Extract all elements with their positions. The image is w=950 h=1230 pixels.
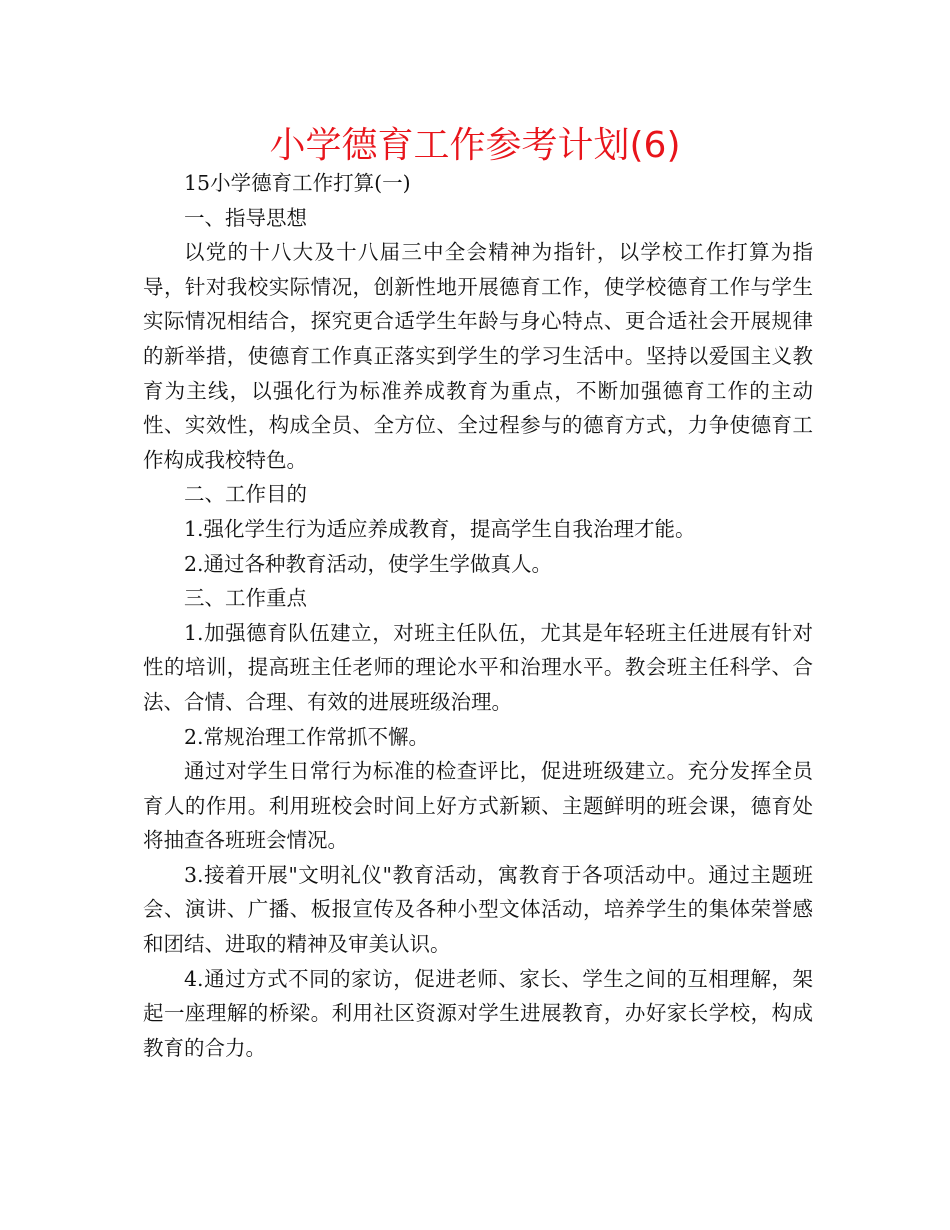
document-title: 小学德育工作参考计划(6) [269,125,681,166]
paragraph-focus-3: 3.接着开展"文明礼仪"教育活动，寓教育于各项活动中。通过主题班会、演讲、广播、板报宣传及各种小型文体活动，培养学生的集体荣誉感和团结、进取的精神及审美认识。 [143,862,813,957]
paragraph-focus-1: 1.加强德育队伍建立，对班主任队伍，尤其是年轻班主任进展有针对性的培训，提高班主任老师的理论水平和治理水平。教会班主任科学、合法、合情、合理、有效的进展班级治理。 [143,620,813,714]
section-heading-guiding-thought: 一、指导思想 [184,205,307,230]
paragraph-heading-plan: 15小学德育工作打算(一) [184,171,411,195]
section-heading-work-goals: 二、工作目的 [184,482,307,507]
paragraph-focus-2-detail: 通过对学生日常行为标准的检查评比，促进班级建立。充分发挥全员育人的作用。利用班校会时间上好方式新颖、主题鲜明的班会课，德育处将抽查各班班会情况。 [143,759,813,853]
paragraph-focus-2: 2.常规治理工作常抓不懈。 [184,724,430,749]
paragraph-focus-4: 4.通过方式不同的家访，促进老师、家长、学生之间的互相理解，架起一座理解的桥梁。利用社区资源对学生进展教育，办好家长学校，构成教育的合力。 [143,966,813,1060]
paragraph-guiding-thought: 以党的十八大及十八届三中全会精神为指针，以学校工作打算为指导，针对我校实际情况，创新性地开展德育工作，使学校德育工作与学生实际情况相结合，探究更合适学生年龄与身心特点、更合适社会开展规律的新举措，使德育工作真正落实到学生的学习生活中。坚持以爱国主义教育为主线，以强化行为标准养成教育为重点，不断加强德育工作的主动性、实效性，构成全员、全方位、全过程参与的德育方式，力争使德育工作构成我校特色。 [143,240,813,472]
section-heading-work-focus: 三、工作重点 [184,586,307,611]
paragraph-goal-2: 2.通过各种教育活动，使学生学做真人。 [184,551,553,576]
paragraph-goal-1: 1.强化学生行为适应养成教育，提高学生自我治理才能。 [184,516,696,541]
document-body [143,166,813,1065]
